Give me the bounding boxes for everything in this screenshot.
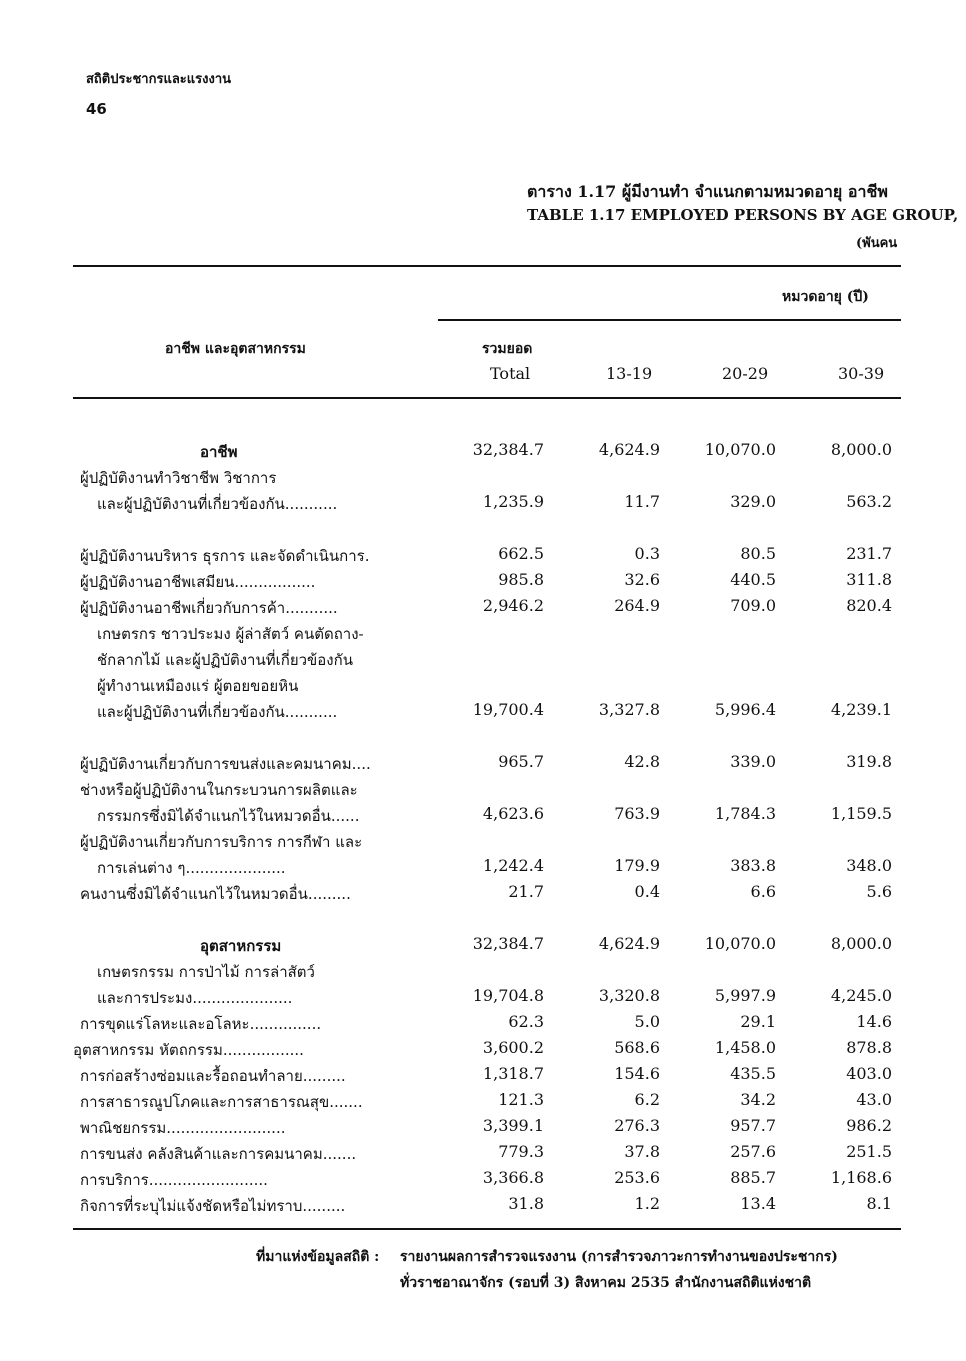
value-13-19: 6.2: [634, 1090, 660, 1109]
value-13-19: 32.6: [624, 570, 660, 589]
value-20-29: 10,070.0: [704, 440, 776, 459]
value-20-29: 80.5: [740, 544, 776, 563]
value-30-39: 8.1: [866, 1194, 892, 1213]
value-total: 31.8: [508, 1194, 544, 1213]
value-20-29: 6.6: [750, 882, 776, 901]
row-label: กรรมกรซึ่งมิได้จำแนกไว้ในหมวดอื่น......: [97, 807, 360, 825]
value-total: 21.7: [508, 882, 544, 901]
value-13-19: 42.8: [624, 752, 660, 771]
row-label: คนงานซึ่งมิได้จำแนกไว้ในหมวดอื่น.........: [80, 885, 351, 903]
row-label: ช่างหรือผู้ปฏิบัติงานในกระบวนการผลิตและ: [80, 781, 358, 799]
value-total: 662.5: [498, 544, 544, 563]
value-13-19: 154.6: [614, 1064, 660, 1083]
table-row: [0, 518, 966, 544]
table-row: [0, 856, 966, 882]
total-header-thai: รวมยอด: [482, 341, 533, 357]
row-label: การขุดแร่โลหะและอโลหะ...............: [80, 1015, 322, 1033]
row-label: ชักลากไม้ และผู้ปฏิบัติงานที่เกี่ยวข้องกัน: [97, 651, 353, 669]
value-20-29: 1,458.0: [714, 1038, 776, 1057]
table-row: [0, 1116, 966, 1142]
table-row: [0, 674, 966, 700]
row-label: เกษตรกร ชาวประมง ผู้ล่าสัตว์ คนตัดถาง-: [97, 625, 364, 643]
row-label: อาชีพ: [200, 443, 238, 461]
value-20-29: 709.0: [730, 596, 776, 615]
value-20-29: 957.7: [730, 1116, 776, 1135]
row-label: และผู้ปฏิบัติงานที่เกี่ยวข้องกัน...........: [97, 495, 338, 513]
table-row: [0, 934, 966, 960]
table-row: [0, 622, 966, 648]
value-30-39: 311.8: [846, 570, 892, 589]
table-row: [0, 752, 966, 778]
value-20-29: 10,070.0: [704, 934, 776, 953]
table-row: [0, 1142, 966, 1168]
value-30-39: 8,000.0: [830, 440, 892, 459]
table-row: [0, 1168, 966, 1194]
book-title: สถิติประชากรและแรงงาน: [86, 72, 232, 87]
table-row: [0, 1194, 966, 1220]
value-30-39: 1,159.5: [830, 804, 892, 823]
table-title-thai: ตาราง 1.17 ผู้มีงานทำ จำแนกตามหมวดอายุ อาชีพ: [527, 182, 888, 201]
value-total: 1,235.9: [482, 492, 544, 511]
row-label: การบริการ.........................: [80, 1171, 268, 1189]
value-total: 3,366.8: [482, 1168, 544, 1187]
value-total: 1,242.4: [482, 856, 544, 875]
value-13-19: 1.2: [634, 1194, 660, 1213]
value-total: 32,384.7: [472, 440, 544, 459]
value-13-19: 3,320.8: [598, 986, 660, 1005]
value-30-39: 348.0: [846, 856, 892, 875]
row-label: กิจการที่ระบุไม่แจ้งชัดหรือไม่ทราบ.........: [80, 1197, 346, 1215]
value-13-19: 4,624.9: [598, 934, 660, 953]
value-13-19: 4,624.9: [598, 440, 660, 459]
value-13-19: 3,327.8: [598, 700, 660, 719]
table-row: [0, 596, 966, 622]
col-13-19-header: 13-19: [606, 364, 653, 383]
table-row: [0, 1090, 966, 1116]
table-row: [0, 804, 966, 830]
value-13-19: 11.7: [624, 492, 660, 511]
value-total: 965.7: [498, 752, 544, 771]
value-total: 19,700.4: [472, 700, 544, 719]
row-label: การสาธารณูปโภคและการสาธารณสุข.......: [80, 1093, 363, 1111]
value-30-39: 8,000.0: [830, 934, 892, 953]
row-label: ผู้ทำงานเหมืองแร่ ผู้ตอยขอยหิน: [97, 677, 299, 695]
table-row: [0, 440, 966, 466]
value-30-39: 4,239.1: [830, 700, 892, 719]
value-13-19: 37.8: [624, 1142, 660, 1161]
table-row: [0, 492, 966, 518]
value-total: 3,600.2: [482, 1038, 544, 1057]
total-header-en: Total: [490, 364, 531, 383]
table-row: [0, 830, 966, 856]
value-30-39: 563.2: [846, 492, 892, 511]
value-30-39: 878.8: [846, 1038, 892, 1057]
table-row: [0, 986, 966, 1012]
row-label: และการประมง.....................: [97, 989, 293, 1007]
row-label: เกษตรกรรม การป่าไม้ การล่าสัตว์: [97, 963, 315, 981]
value-30-39: 231.7: [846, 544, 892, 563]
value-total: 62.3: [508, 1012, 544, 1031]
value-total: 32,384.7: [472, 934, 544, 953]
source-label: ที่มาแห่งข้อมูลสถิติ :: [256, 1249, 380, 1265]
table-row: [0, 648, 966, 674]
value-13-19: 253.6: [614, 1168, 660, 1187]
value-20-29: 29.1: [740, 1012, 776, 1031]
table-row: [0, 1038, 966, 1064]
value-20-29: 885.7: [730, 1168, 776, 1187]
value-30-39: 986.2: [846, 1116, 892, 1135]
value-30-39: 5.6: [866, 882, 892, 901]
row-label: และผู้ปฏิบัติงานที่เกี่ยวข้องกัน...........: [97, 703, 338, 721]
table-row: [0, 570, 966, 596]
table-row: [0, 1012, 966, 1038]
table-row: [0, 544, 966, 570]
value-20-29: 383.8: [730, 856, 776, 875]
value-20-29: 329.0: [730, 492, 776, 511]
table-row: [0, 726, 966, 752]
value-30-39: 4,245.0: [830, 986, 892, 1005]
value-13-19: 0.4: [634, 882, 660, 901]
value-total: 2,946.2: [482, 596, 544, 615]
value-20-29: 13.4: [740, 1194, 776, 1213]
table-row: [0, 908, 966, 934]
value-30-39: 251.5: [846, 1142, 892, 1161]
table-bottom-rule: [73, 1228, 901, 1230]
row-label: ผู้ปฏิบัติงานอาชีพเกี่ยวกับการค้า...........: [80, 599, 338, 617]
value-total: 121.3: [498, 1090, 544, 1109]
row-header: อาชีพ และอุตสาหกรรม: [165, 341, 306, 357]
value-20-29: 34.2: [740, 1090, 776, 1109]
value-total: 1,318.7: [482, 1064, 544, 1083]
value-20-29: 5,997.9: [714, 986, 776, 1005]
table-row: [0, 960, 966, 986]
source-line-1: รายงานผลการสำรวจแรงงาน (การสำรวจภาวะการทำงานของประชากร): [400, 1249, 838, 1265]
row-label: ผู้ปฏิบัติงานบริหาร ธุรการ และจัดดำเนินการ.: [80, 547, 370, 565]
table-row: [0, 882, 966, 908]
col-30-39-header: 30-39: [838, 364, 885, 383]
value-30-39: 319.8: [846, 752, 892, 771]
value-30-39: 43.0: [856, 1090, 892, 1109]
value-13-19: 276.3: [614, 1116, 660, 1135]
value-13-19: 5.0: [634, 1012, 660, 1031]
value-30-39: 1,168.6: [830, 1168, 892, 1187]
value-20-29: 257.6: [730, 1142, 776, 1161]
row-label: การเล่นต่าง ๆ.....................: [97, 859, 286, 877]
row-label: ผู้ปฏิบัติงานเกี่ยวกับการขนส่งและคมนาคม....: [80, 755, 371, 773]
value-13-19: 179.9: [614, 856, 660, 875]
value-13-19: 264.9: [614, 596, 660, 615]
row-label: การก่อสร้างซ่อมและรื้อถอนทำลาย.........: [80, 1067, 346, 1085]
source-line-2: ทั่วราชอาณาจักร (รอบที่ 3) สิงหาคม 2535 สำนักงานสถิติแห่งชาติ: [400, 1275, 812, 1291]
row-label: พาณิชยกรรม.........................: [80, 1119, 286, 1137]
value-13-19: 763.9: [614, 804, 660, 823]
age-group-header: หมวดอายุ (ปี): [782, 289, 869, 305]
value-total: 779.3: [498, 1142, 544, 1161]
age-group-rule: [438, 319, 901, 321]
table-row: [0, 466, 966, 492]
row-label: ผู้ปฏิบัติงานอาชีพเสมียน.................: [80, 573, 316, 591]
row-label: การขนส่ง คลังสินค้าและการคมนาคม.......: [80, 1145, 357, 1163]
value-30-39: 403.0: [846, 1064, 892, 1083]
table-top-rule: [73, 265, 901, 267]
col-20-29-header: 20-29: [722, 364, 769, 383]
value-total: 4,623.6: [482, 804, 544, 823]
value-13-19: 0.3: [634, 544, 660, 563]
value-20-29: 339.0: [730, 752, 776, 771]
table-title-english: TABLE 1.17 EMPLOYED PERSONS BY AGE GROUP,: [527, 206, 959, 224]
header-bottom-rule: [73, 397, 901, 399]
value-20-29: 435.5: [730, 1064, 776, 1083]
row-label: อุตสาหกรรม หัตถกรรม.................: [73, 1041, 304, 1059]
row-label: ผู้ปฏิบัติงานเกี่ยวกับการบริการ การกีฬา และ: [80, 833, 363, 851]
row-label: อุตสาหกรรม: [200, 937, 282, 955]
row-label: ผู้ปฏิบัติงานทำวิชาชีพ วิชาการ: [80, 469, 277, 487]
value-20-29: 440.5: [730, 570, 776, 589]
value-total: 3,399.1: [482, 1116, 544, 1135]
value-total: 985.8: [498, 570, 544, 589]
value-20-29: 1,784.3: [714, 804, 776, 823]
table-row: [0, 700, 966, 726]
table-row: [0, 778, 966, 804]
table-unit: (พันคน: [856, 236, 898, 251]
value-13-19: 568.6: [614, 1038, 660, 1057]
table-row: [0, 1064, 966, 1090]
value-total: 19,704.8: [472, 986, 544, 1005]
value-30-39: 820.4: [846, 596, 892, 615]
value-20-29: 5,996.4: [714, 700, 776, 719]
page-number: 46: [86, 100, 107, 118]
value-30-39: 14.6: [856, 1012, 892, 1031]
